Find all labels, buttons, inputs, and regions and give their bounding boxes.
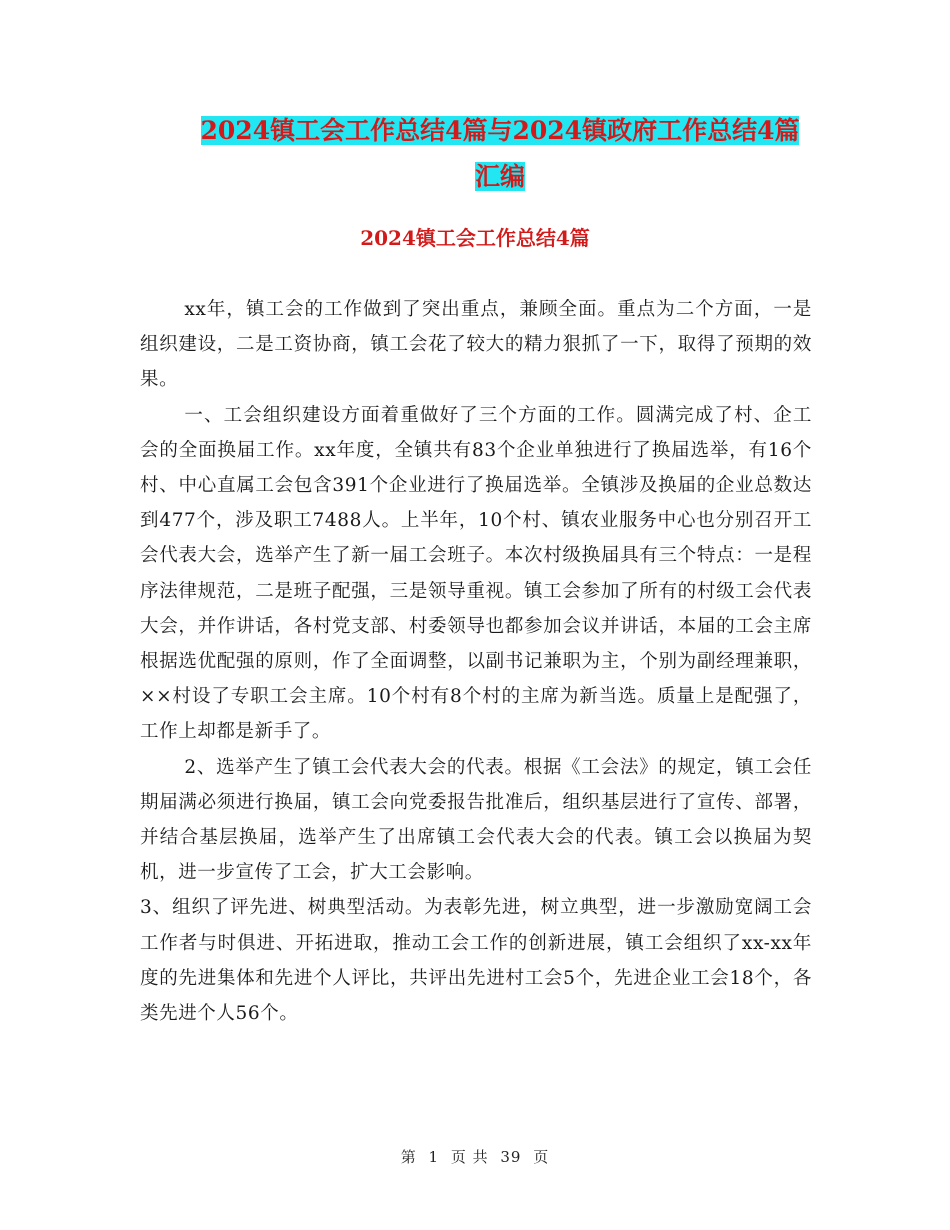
footer-prefix: 第 (400, 1148, 417, 1166)
document-title (140, 108, 860, 200)
document-title-line2: 汇编 (474, 162, 525, 191)
paragraph-awards: 3、组织了评先进、树典型活动。为表彰先进，树立典型，进一步激励宽阔工会工作者与时俱进、开拓进取，推动工会工作的创新进展，镇工会组织了xx-xx年度的先进集体和先进个人评比，共评出先进村工会5个，先进企业工会18个，各类先进个人56个。 (140, 897, 812, 1025)
footer-suffix: 页 (533, 1148, 550, 1166)
footer-page-number: 1 (428, 1148, 440, 1166)
document-body (140, 292, 812, 1031)
section-title: 2024镇工会工作总结4篇 (360, 226, 590, 250)
footer-middle: 页 共 (450, 1148, 489, 1166)
footer-total-pages: 39 (500, 1148, 522, 1166)
paragraph-intro: xx年，镇工会的工作做到了突出重点，兼顾全面。重点为二个方面，一是组织建设，二是工资协商，镇工会花了较大的精力狠抓了一下，取得了预期的效果。 (140, 299, 812, 391)
paragraph-organization: 一、工会组织建设方面着重做好了三个方面的工作。圆满完成了村、企工会的全面换届工作。xx年度，全镇共有83个企业单独进行了换届选举，有16个村、中心直属工会包含391个企业进行了换届选举。全镇涉及换届的企业总数达到477个，涉及职工7488人。上半年，10个村、镇农业服务中心也分别召开工会代表大会，选举产生了新一届工会班子。本次村级换届具有三个特点：一是程序法律规范，二是班子配强，三是领导重视。镇工会参加了所有的村级工会代表大会，并作讲话，各村党支部、村委领导也都参加会议并讲话，本届的工会主席根据选优配强的原则，作了全面调整，以副书记兼职为主，个别为副经理兼职，××村设了专职工会主席。10个村有8个村的主席为新当选。质量上是配强了，工作上却都是新手了。 (140, 404, 812, 743)
page-footer (0, 1146, 950, 1167)
paragraph-election: 2、选举产生了镇工会代表大会的代表。根据《工会法》的规定，镇工会任期届满必须进行换届，镇工会向党委报告批准后，组织基层进行了宣传、部署，并结合基层换届，选举产生了出席镇工会代表大会的代表。镇工会以换届为契机，进一步宣传了工会，扩大工会影响。 (140, 756, 812, 884)
document-title-line1: 2024镇工会工作总结4篇与2024镇政府工作总结4篇 (200, 116, 800, 145)
